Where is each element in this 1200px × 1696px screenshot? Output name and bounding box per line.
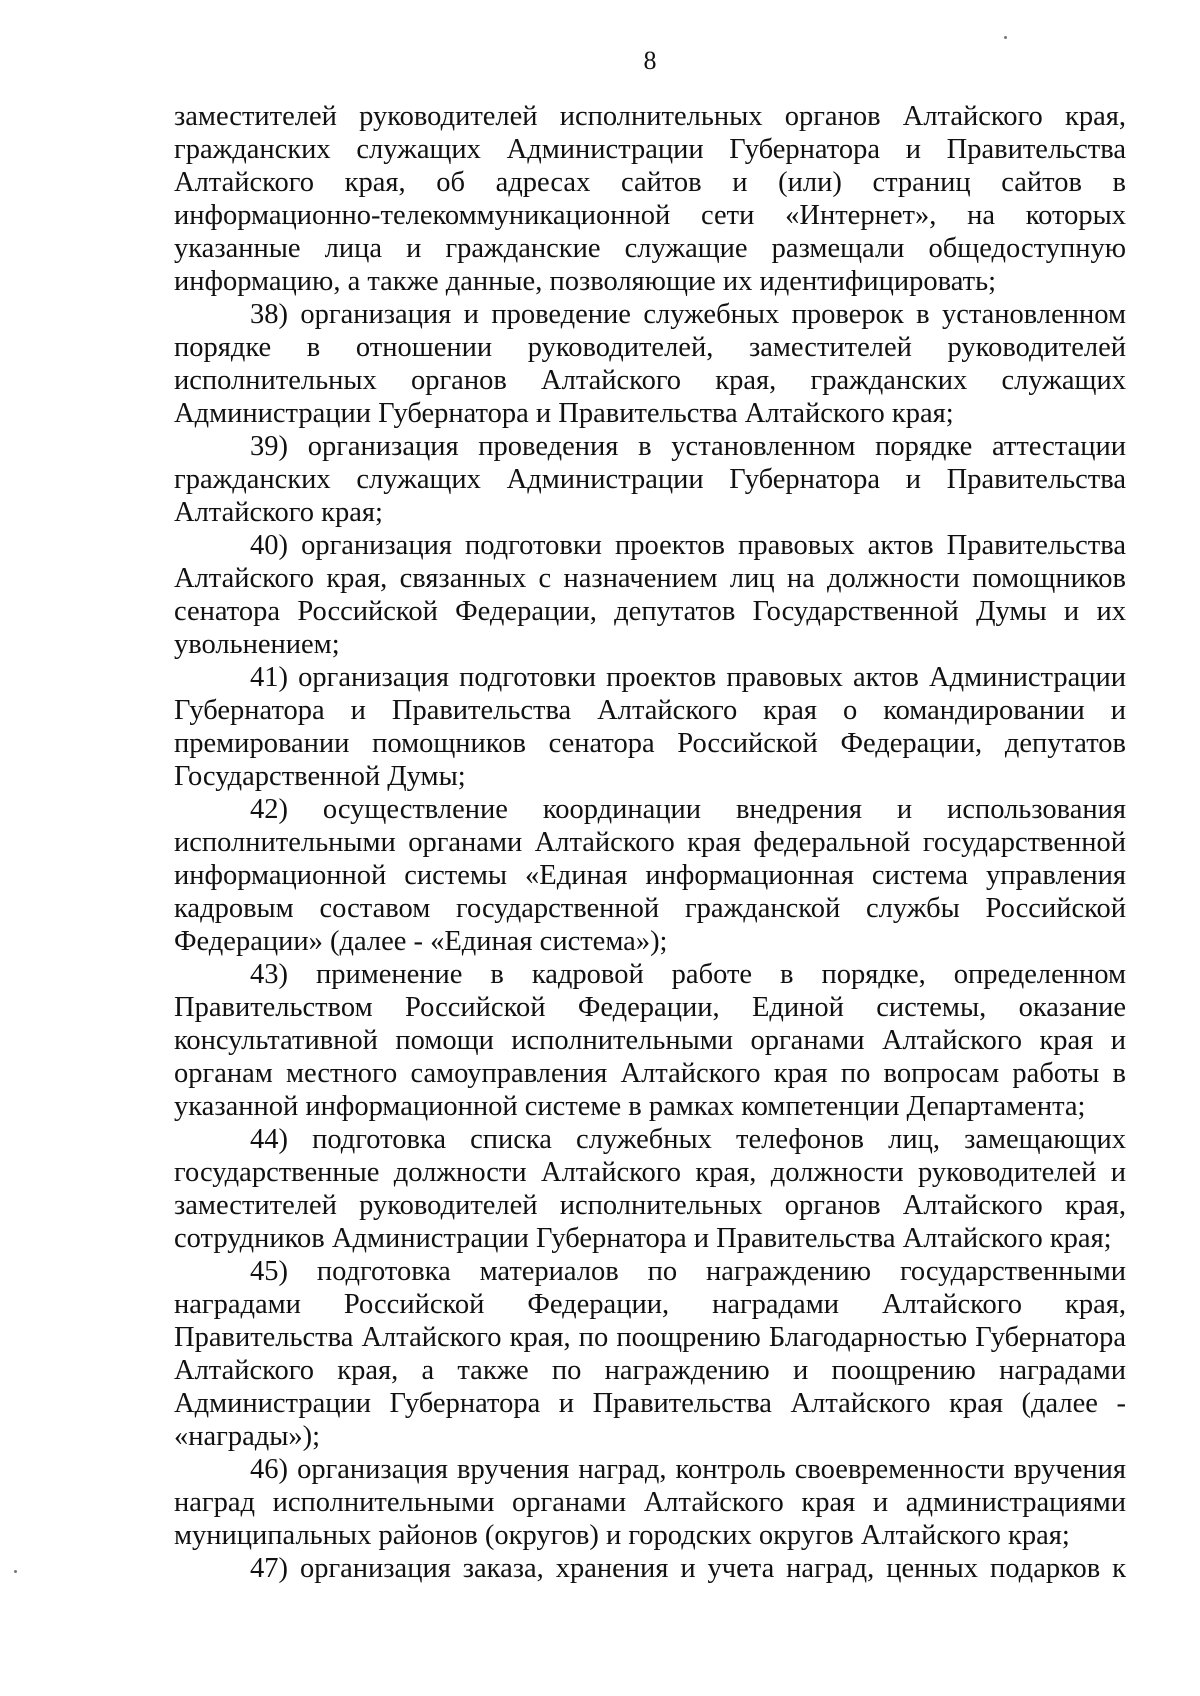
paragraph-item-38: 38) организация и проведение служебных проверок в установленном порядке в отношении руководителей, заместителей руководителей исполнительных органов Алтайского края, гражданских служащих Администрации Губернатора и Правительства Алтайского края; [174,299,1126,429]
paragraph-item-42: 42) осуществление координации внедрения и использования исполнительными органами Алтайского края федеральной государственной информационной системы «Единая информационная система управления кадровым составом государственной гражданской службы Российской Федерации» (далее - «Единая система»); [174,794,1126,957]
paragraph-continuation: заместителей руководителей исполнительных органов Алтайского края, гражданских служащих Администрации Губернатора и Правительства Алтайского края, об адресах сайтов и (или) страниц сайтов в информационно-телекоммуникационной сети «Интернет», на которых указанные лица и гражданские служащие размещали общедоступную информацию, а также данные, позволяющие их идентифицировать; [174,101,1126,297]
paragraph-item-43: 43) применение в кадровой работе в порядке, определенном Правительством Российской Федерации, Единой системы, оказание консультативной помощи исполнительными органами Алтайского края и органам местного самоуправления Алтайского края по вопросам работы в указанной информационной системе в рамках компетенции Департамента; [174,959,1126,1122]
paragraph-item-39: 39) организация проведения в установленном порядке аттестации гражданских служащих Администрации Губернатора и Правительства Алтайского края; [174,431,1126,528]
paragraph-item-46: 46) организация вручения наград, контроль своевременности вручения наград исполнительными органами Алтайского края и администрациями муниципальных районов (округов) и городских округов Алтайского края; [174,1454,1126,1551]
page-number: 8 [643,46,657,75]
scan-speck [14,1570,17,1573]
paragraph-item-40: 40) организация подготовки проектов правовых актов Правительства Алтайского края, связанных с назначением лиц на должности помощников сенатора Российской Федерации, депутатов Государственной Думы и их увольнением; [174,530,1126,660]
document-body [174,100,1126,1585]
paragraph-item-41: 41) организация подготовки проектов правовых актов Администрации Губернатора и Правительства Алтайского края о командировании и премировании помощников сенатора Российской Федерации, депутатов Государственной Думы; [174,662,1126,792]
paragraph-item-45: 45) подготовка материалов по награждению государственными наградами Российской Федерации, наградами Алтайского края, Правительства Алтайского края, по поощрению Благодарностью Губернатора Алтайского края, а также по награждению и поощрению наградами Администрации Губернатора и Правительства Алтайского края (далее - «награды»); [174,1256,1126,1452]
scan-speck [1004,36,1007,39]
paragraph-item-44: 44) подготовка списка служебных телефонов лиц, замещающих государственные должности Алтайского края, должности руководителей и заместителей руководителей исполнительных органов Алтайского края, сотрудников Администрации Губернатора и Правительства Алтайского края; [174,1124,1126,1254]
paragraph-item-47: 47) организация заказа, хранения и учета наград, ценных подарков к [250,1553,1126,1584]
